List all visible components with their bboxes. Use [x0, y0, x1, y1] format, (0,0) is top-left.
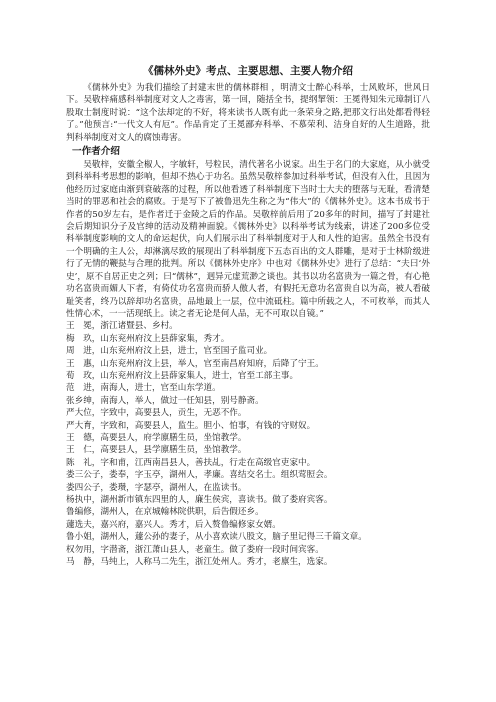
character-entry: 娄三公子，娄奉，字玉亭，湖州人，孝廉。喜结交名士。组织莺脰会。 — [66, 470, 333, 481]
character-entry: 周 进，山东兖州府汶上县，进士，官至国子监司业。 — [66, 346, 273, 357]
character-entry: 范 进，南海人，进士，官至山东学道。 — [66, 383, 221, 394]
character-entry: 蘧选夫，嘉兴府，嘉兴人。秀才，后入赘鲁编修家女婿。 — [66, 519, 281, 530]
character-entry: 马 静，马纯上，人称马二先生，浙江处州人。秀才，老廪生，选家。 — [66, 557, 333, 568]
author-paragraph: 吴敬梓，安徽全椒人，字敏轩，号粒民，清代著名小说家。出生于名门的大家庭，从小就受到科举科考思想的影响，但却不热心于功名。虽然吴敬梓参加过科举考试，但没有入仕，且因为他经历过家庭由渐到衰破落的过程，所以他看透了科举制度下当时士大夫的堕落与无耻，看清楚当时的罪恶和社会的腐败。于是写下了被鲁迅先生称之为“伟大”的《儒林外史》。这本书成书于作者的50岁左右，是作者迁于金陵之后的作品。吴敬梓前后用了20多年的时间，描写了封建社会后期知识分子及官绅的活动及精神面貌。《儒林外史》以科举考试为线索，讲述了200多位受科举制度影响的文人的命运起伏，向人们展示出了科举制度对于人和人性的迫害。虽然全书没有一个明确的主人公，却淋漓尽致的展现出了科举制度下五态百出的文人群雕，是对于士林阶级进行了无情的鞭挞与合理的批判。所以《儒林外史序》中也对《儒林外史》进行了总结：“夫曰‘外史’，原不自居正史之列；曰“儒林”，迥异元虚荒渺之谈也。其书以功名富贵为一篇之骨，有心艳功名富贵而媚人下者，有倚仗功名富贵而骄人傲人者，有假托无意功名富贵自以为高，被人看破耻笑者，终乃以辞却功名富贵，品地最上一层，位中流砥柱。篇中所载之人，不可枚举，而其人性情心术，一一活现纸上。读之者无论是何人品，无不可取以自镜。” — [66, 160, 430, 319]
character-list — [66, 320, 430, 568]
intro-paragraph: 《儒林外史》为我们描绘了封建末世的儒林群相 ，明清文士醉心科举，士风败坏，世风日下。吴敬梓痛感科举制度对文人之毒害，第一回，随括全书，提纲挈领：王冕得知朱元璋制订八股取士制度时说：“这个法却定的不好，将来读书人既有此一条荣身之路,把那文行出处都看得轻了。”他预言:“一代文人有厄”。作品肯定了王冕鄙弃科举、不慕荣利、洁身自好的人生道路，批判科举制度对文人的腐蚀毒害。 — [66, 83, 430, 143]
document-title: 《儒林外史》考点、主要思想、主要人物介绍 — [143, 65, 353, 77]
character-entry: 荀 玫，山东兖州府汶上县薛家集人，进士，官至工部主事。 — [66, 370, 299, 381]
character-entry: 鲁编修，湖州人，在京城翰林院供职，后告假还乡。 — [66, 507, 264, 518]
character-entry: 严大育，字致和，高要县人，监生。胆小、怕事，有钱的守财奴。 — [66, 420, 316, 431]
character-entry: 王 惠，山东兖州府汶上县，举人，官至南昌府知府，后降了宁王。 — [66, 358, 324, 369]
section-heading-author: 一作者介绍 — [72, 146, 120, 158]
character-entry: 梅 玖，山东兖州府汶上县薛家集，秀才。 — [66, 333, 230, 344]
character-entry: 王 冕，浙江诸暨县、乡村。 — [66, 321, 178, 332]
character-entry: 鲁小姐，湖州人，蘧公孙的妻子，从小喜欢读八股文，脑子里记得三千篇文章。 — [66, 532, 367, 543]
character-entry: 张乡绅，南海人，举人，做过一任知县，别号静斋。 — [66, 395, 264, 406]
character-entry: 王 仁，高要县人，县学廪膳生员，坐馆教学。 — [66, 445, 247, 456]
character-entry: 严大位，字致中，高要县人，贡生，无恶不作。 — [66, 408, 247, 419]
character-entry: 权勿用，字潜斋，浙江萧山县人，老童生。做了娄府一段时间宾客。 — [66, 544, 324, 555]
character-entry: 娄四公子，娄瓒，字瑟亭，湖州人，在监读书。 — [66, 482, 247, 493]
character-entry: 杨执中，湖州新市镇东四里的人，廉生侯宾，喜读书。做了娄府宾客。 — [66, 495, 333, 505]
character-entry: 陈 礼，字和甫，江西南昌县人，善扶乩，行走在高级官吏家中。 — [66, 457, 316, 468]
character-entry: 王 德，高要县人，府学廪膳生员，坐馆教学。 — [66, 432, 247, 443]
